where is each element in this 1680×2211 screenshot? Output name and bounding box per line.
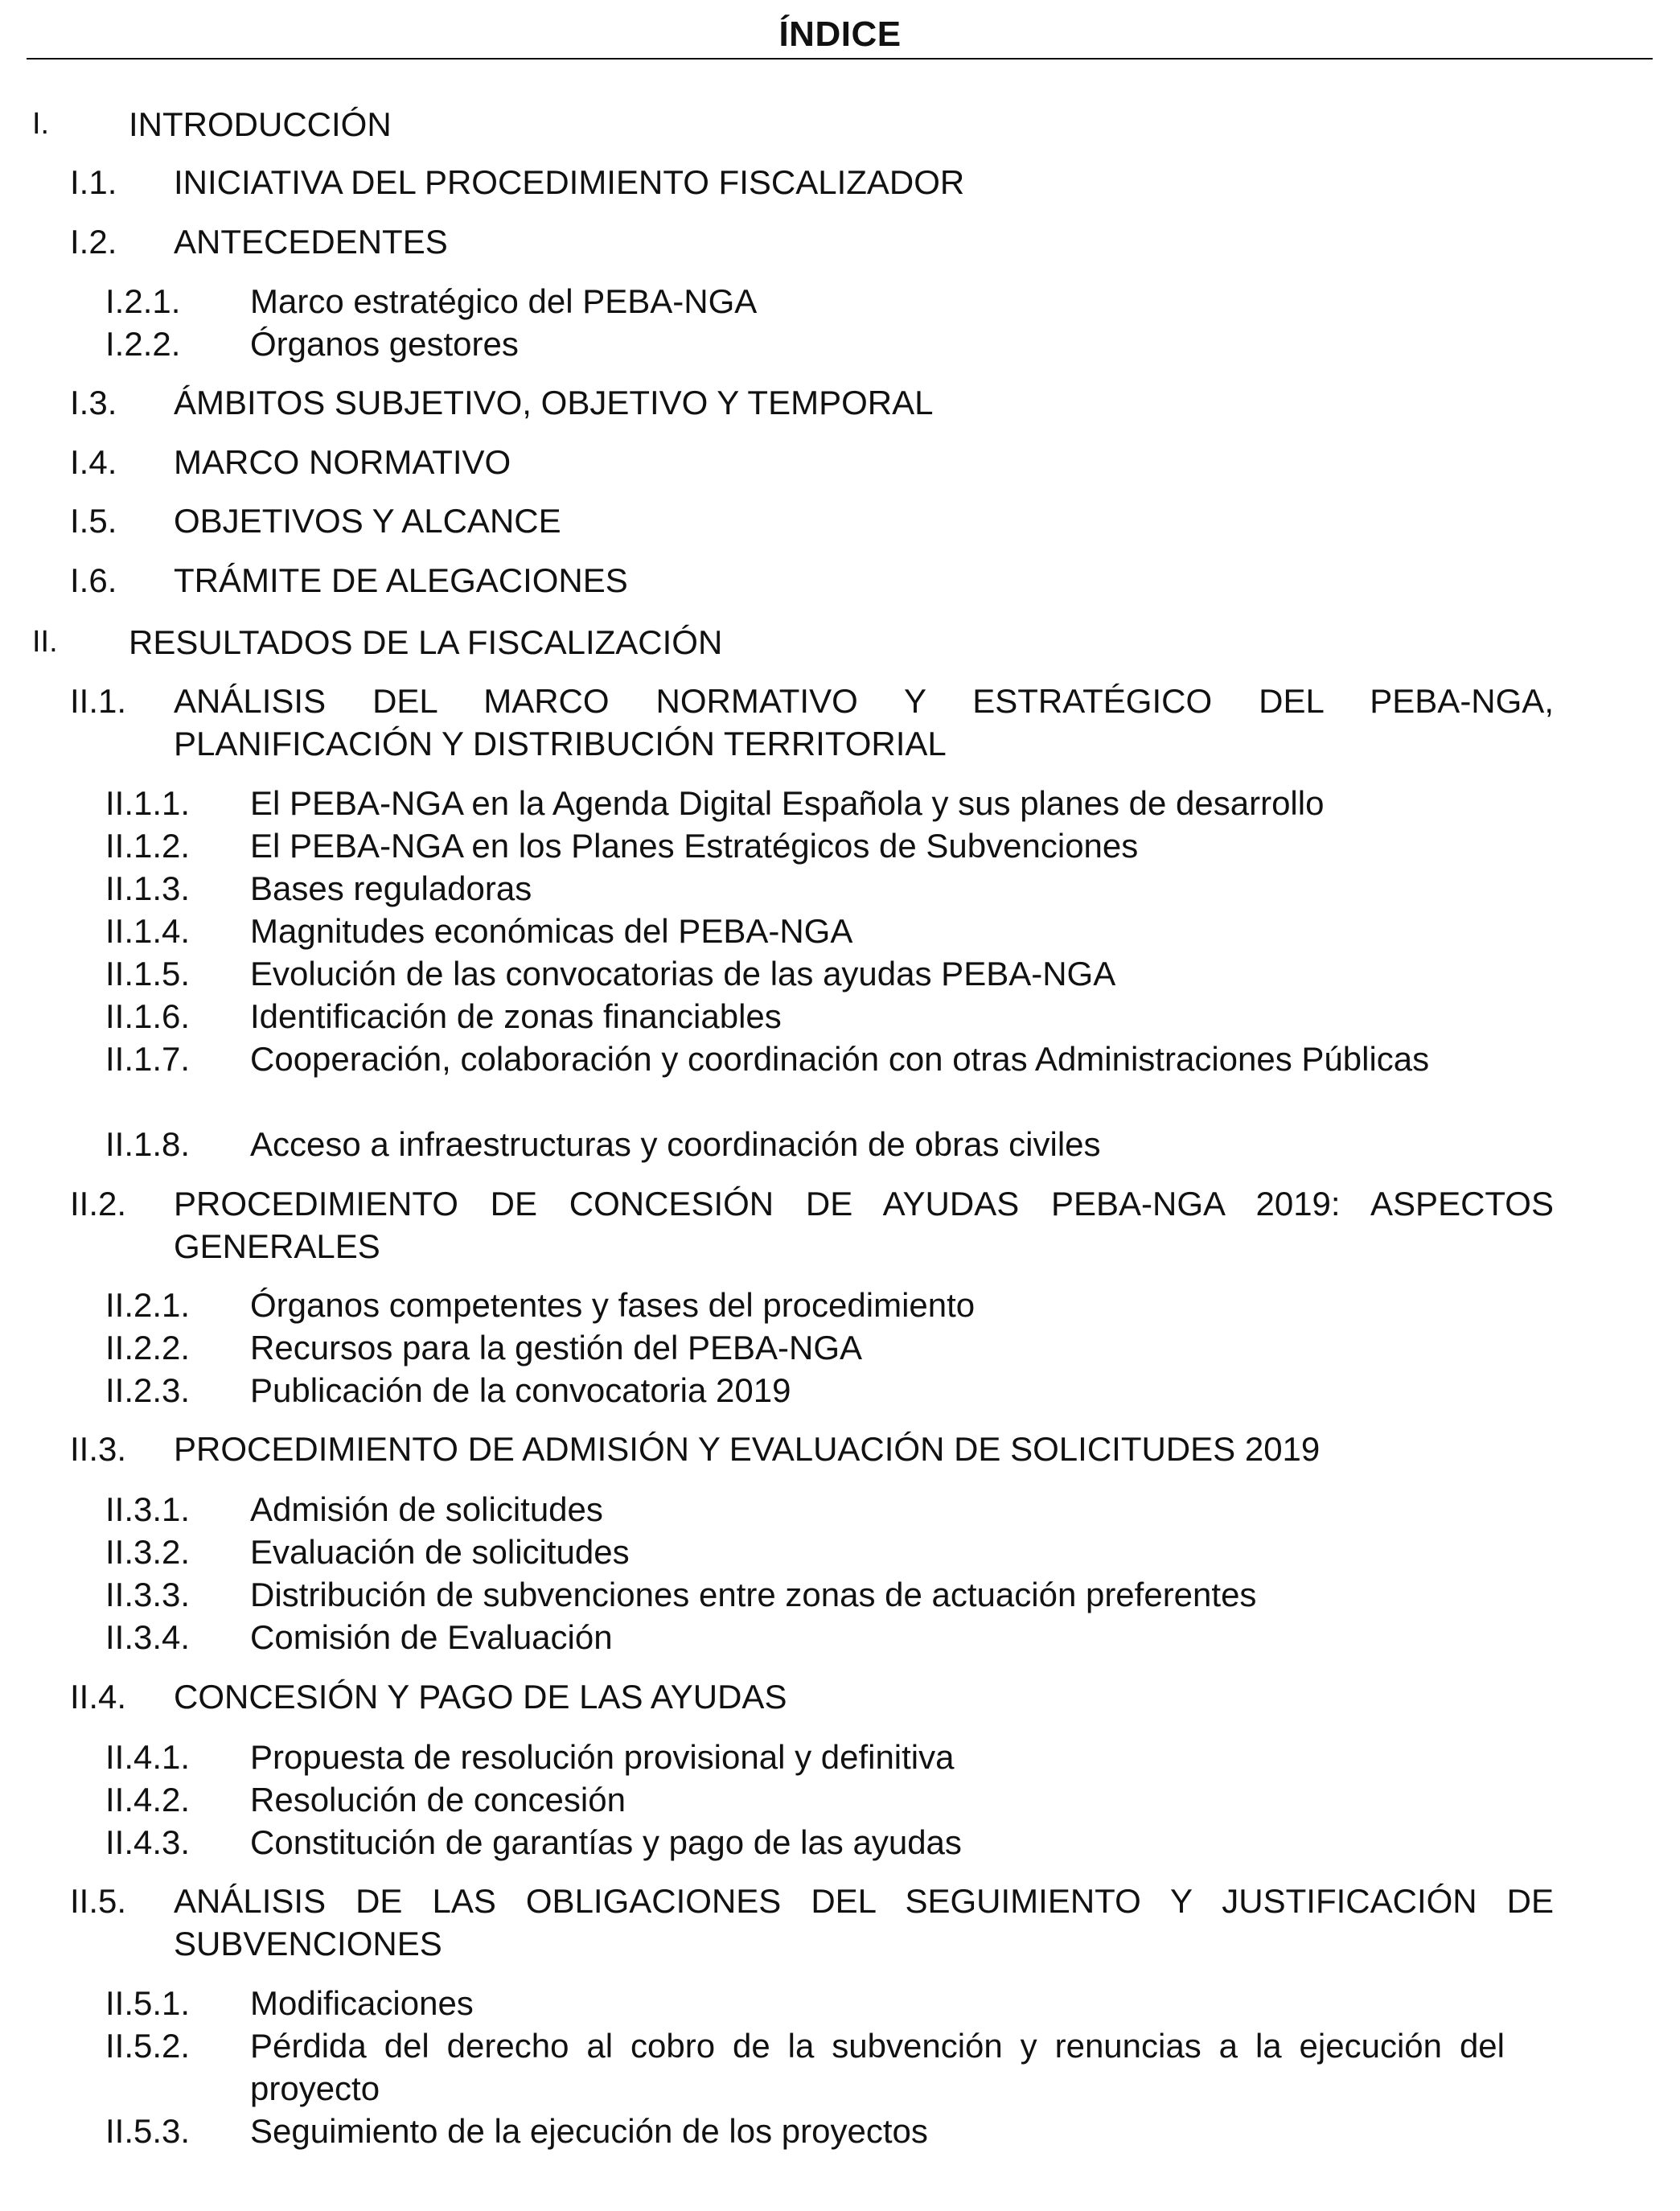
toc-number: II.4. xyxy=(70,1678,127,1716)
toc-number: II.2.2. xyxy=(105,1329,191,1366)
toc-text: Resolución de concesión xyxy=(250,1781,626,1819)
toc-number: II.1.3. xyxy=(105,869,191,907)
toc-number: I.5. xyxy=(70,502,117,540)
toc-number: II. xyxy=(32,625,58,659)
toc-number: II.1. xyxy=(70,682,127,720)
toc-number: II.5.2. xyxy=(105,2027,191,2065)
toc-number: I.3. xyxy=(70,384,117,421)
toc-number: II.5.3. xyxy=(105,2112,191,2150)
toc-text: Cooperación, colaboración y coordinación con otras Administraciones Públicas xyxy=(250,1040,1430,1078)
toc-number: II.2.1. xyxy=(105,1286,191,1324)
toc-number: II.2. xyxy=(70,1185,127,1223)
toc-number: I.4. xyxy=(70,443,117,481)
toc-text: ANÁLISIS DE LAS OBLIGACIONES DEL SEGUIMIENTO Y JUSTIFICACIÓN DE SUBVENCIONES xyxy=(174,1882,1554,1962)
toc-text: Órganos gestores xyxy=(250,325,519,363)
toc-number: II.1.8. xyxy=(105,1125,191,1163)
toc-text: ÁMBITOS SUBJETIVO, OBJETIVO Y TEMPORAL xyxy=(174,384,934,421)
toc-number: II.1.1. xyxy=(105,784,191,822)
toc-number: II.2.3. xyxy=(105,1371,191,1409)
toc-text: Pérdida del derecho al cobro de la subvención y renuncias a la ejecución del proyecto xyxy=(250,2027,1505,2107)
toc-number: II.5. xyxy=(70,1882,127,1920)
toc-number: II.3.1. xyxy=(105,1490,191,1528)
toc-number: II.4.2. xyxy=(105,1781,191,1819)
toc-text: Evaluación de solicitudes xyxy=(250,1533,630,1571)
page-title: ÍNDICE xyxy=(778,14,902,54)
toc-text: El PEBA-NGA en los Planes Estratégicos de Subvenciones xyxy=(250,827,1139,865)
toc-text: Comisión de Evaluación xyxy=(250,1618,613,1656)
toc-text: Propuesta de resolución provisional y definitiva xyxy=(250,1738,955,1776)
toc-text: Órganos competentes y fases del procedimiento xyxy=(250,1286,976,1324)
toc-text: Marco estratégico del PEBA-NGA xyxy=(250,282,758,320)
toc-number: II.1.7. xyxy=(105,1040,191,1078)
toc-number: II.1.2. xyxy=(105,827,191,865)
title-divider xyxy=(27,58,1653,60)
toc-text: INICIATIVA DEL PROCEDIMIENTO FISCALIZADOR xyxy=(174,163,965,201)
toc-text: Constitución de garantías y pago de las ayudas xyxy=(250,1823,962,1861)
toc-number: I.2. xyxy=(70,223,117,261)
toc-text: Magnitudes económicas del PEBA-NGA xyxy=(250,912,853,950)
toc-number: I.2.1. xyxy=(105,282,181,320)
toc-text: INTRODUCCIÓN xyxy=(129,105,392,143)
toc-number: II.3. xyxy=(70,1430,127,1468)
toc-number: II.3.4. xyxy=(105,1618,191,1656)
toc-text: Evolución de las convocatorias de las ayudas PEBA-NGA xyxy=(250,955,1116,992)
toc-text: MARCO NORMATIVO xyxy=(174,443,511,481)
toc-number: I.2.2. xyxy=(105,325,181,363)
toc-number: II.1.4. xyxy=(105,912,191,950)
toc-text: Bases reguladoras xyxy=(250,869,532,907)
toc-text: TRÁMITE DE ALEGACIONES xyxy=(174,561,628,599)
toc-text: ANTECEDENTES xyxy=(174,223,448,261)
toc-number: I. xyxy=(32,107,50,141)
toc-text: Recursos para la gestión del PEBA-NGA xyxy=(250,1329,863,1366)
toc-number: II.4.3. xyxy=(105,1823,191,1861)
toc-text: OBJETIVOS Y ALCANCE xyxy=(174,502,561,540)
toc-number: II.3.2. xyxy=(105,1533,191,1571)
toc-number: II.5.1. xyxy=(105,1984,191,2022)
toc-text: El PEBA-NGA en la Agenda Digital Española y sus planes de desarrollo xyxy=(250,784,1325,822)
toc-text: Publicación de la convocatoria 2019 xyxy=(250,1371,791,1409)
toc-text: Seguimiento de la ejecución de los proyectos xyxy=(250,2112,928,2150)
toc-number: II.1.6. xyxy=(105,997,191,1035)
toc-number: I.6. xyxy=(70,561,117,599)
toc-number: I.1. xyxy=(70,163,117,201)
toc-text: Identificación de zonas financiables xyxy=(250,997,782,1035)
toc-text: Admisión de solicitudes xyxy=(250,1490,603,1528)
toc-text: PROCEDIMIENTO DE ADMISIÓN Y EVALUACIÓN DE SOLICITUDES 2019 xyxy=(174,1430,1321,1468)
toc-text: Acceso a infraestructuras y coordinación de obras civiles xyxy=(250,1125,1101,1163)
toc-text: RESULTADOS DE LA FISCALIZACIÓN xyxy=(129,623,723,661)
toc-number: II.4.1. xyxy=(105,1738,191,1776)
toc-text: PROCEDIMIENTO DE CONCESIÓN DE AYUDAS PEBA-NGA 2019: ASPECTOS GENERALES xyxy=(174,1185,1554,1265)
toc-text: Distribución de subvenciones entre zonas de actuación preferentes xyxy=(250,1576,1257,1613)
toc-text: Modificaciones xyxy=(250,1984,474,2022)
toc-text: ANÁLISIS DEL MARCO NORMATIVO Y ESTRATÉGICO DEL PEBA-NGA, PLANIFICACIÓN Y DISTRIBUCIÓN TERRITORIAL xyxy=(174,682,1554,762)
toc-text: CONCESIÓN Y PAGO DE LAS AYUDAS xyxy=(174,1678,787,1716)
toc-number: II.3.3. xyxy=(105,1576,191,1613)
toc-number: II.1.5. xyxy=(105,955,191,992)
